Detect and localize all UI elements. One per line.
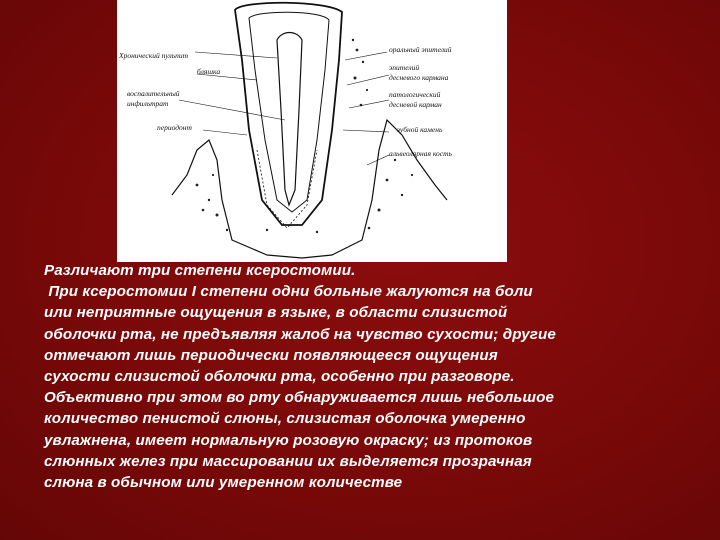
label-gingival-pocket: десневого кармана	[389, 73, 449, 82]
label-pathological-pocket: десневой карман	[389, 100, 442, 109]
label-pathological: патологический	[389, 90, 441, 99]
text-line: слюна в обычном или умеренном количестве	[44, 474, 403, 492]
label-calculus: зубной камень	[397, 125, 443, 134]
text-line: Различают три степени ксеростомии.	[44, 262, 356, 279]
text-line: отмечают лишь периодически появляющееся ощущения	[44, 346, 498, 364]
text-line: или неприятные ощущения в языке, в области слизистой	[44, 304, 508, 322]
label-infiltrate: инфильтрат	[127, 99, 169, 108]
label-plaque: бляшка	[197, 67, 221, 76]
label-inflammatory: воспалительный	[127, 89, 180, 98]
label-oral-epithelium: оральный эпителий	[389, 45, 452, 54]
label-chronic-pulpitis: Хронический пульпит	[119, 51, 189, 60]
text-line: При ксеростомии I степени одни больные жалуются на боли	[44, 283, 533, 301]
text-line: количество пенистой слюны, слизистая оболочка умеренно	[44, 410, 526, 428]
tooth-diagram	[117, 0, 507, 262]
label-epithelium: эпителий	[389, 63, 420, 72]
text-line: Объективно при этом во рту обнаруживается лишь небольшое	[44, 389, 555, 407]
text-line: увлажнена, имеет нормальную розовую окраску; из протоков	[44, 431, 533, 449]
label-periodontium: периодонт	[157, 123, 192, 132]
tooth-diagram-drawing	[117, 0, 507, 262]
text-line: сухости слизистой оболочки рта, особенно при разговоре.	[44, 368, 515, 386]
text-line: слюнных желез при массировании их выделяется прозрачная	[44, 452, 532, 470]
label-alveolar-bone: альвеолярная кость	[389, 149, 452, 158]
text-line: оболочки рта, не предъявляя жалоб на чувство сухости; другие	[44, 325, 556, 343]
body-text	[44, 260, 684, 493]
